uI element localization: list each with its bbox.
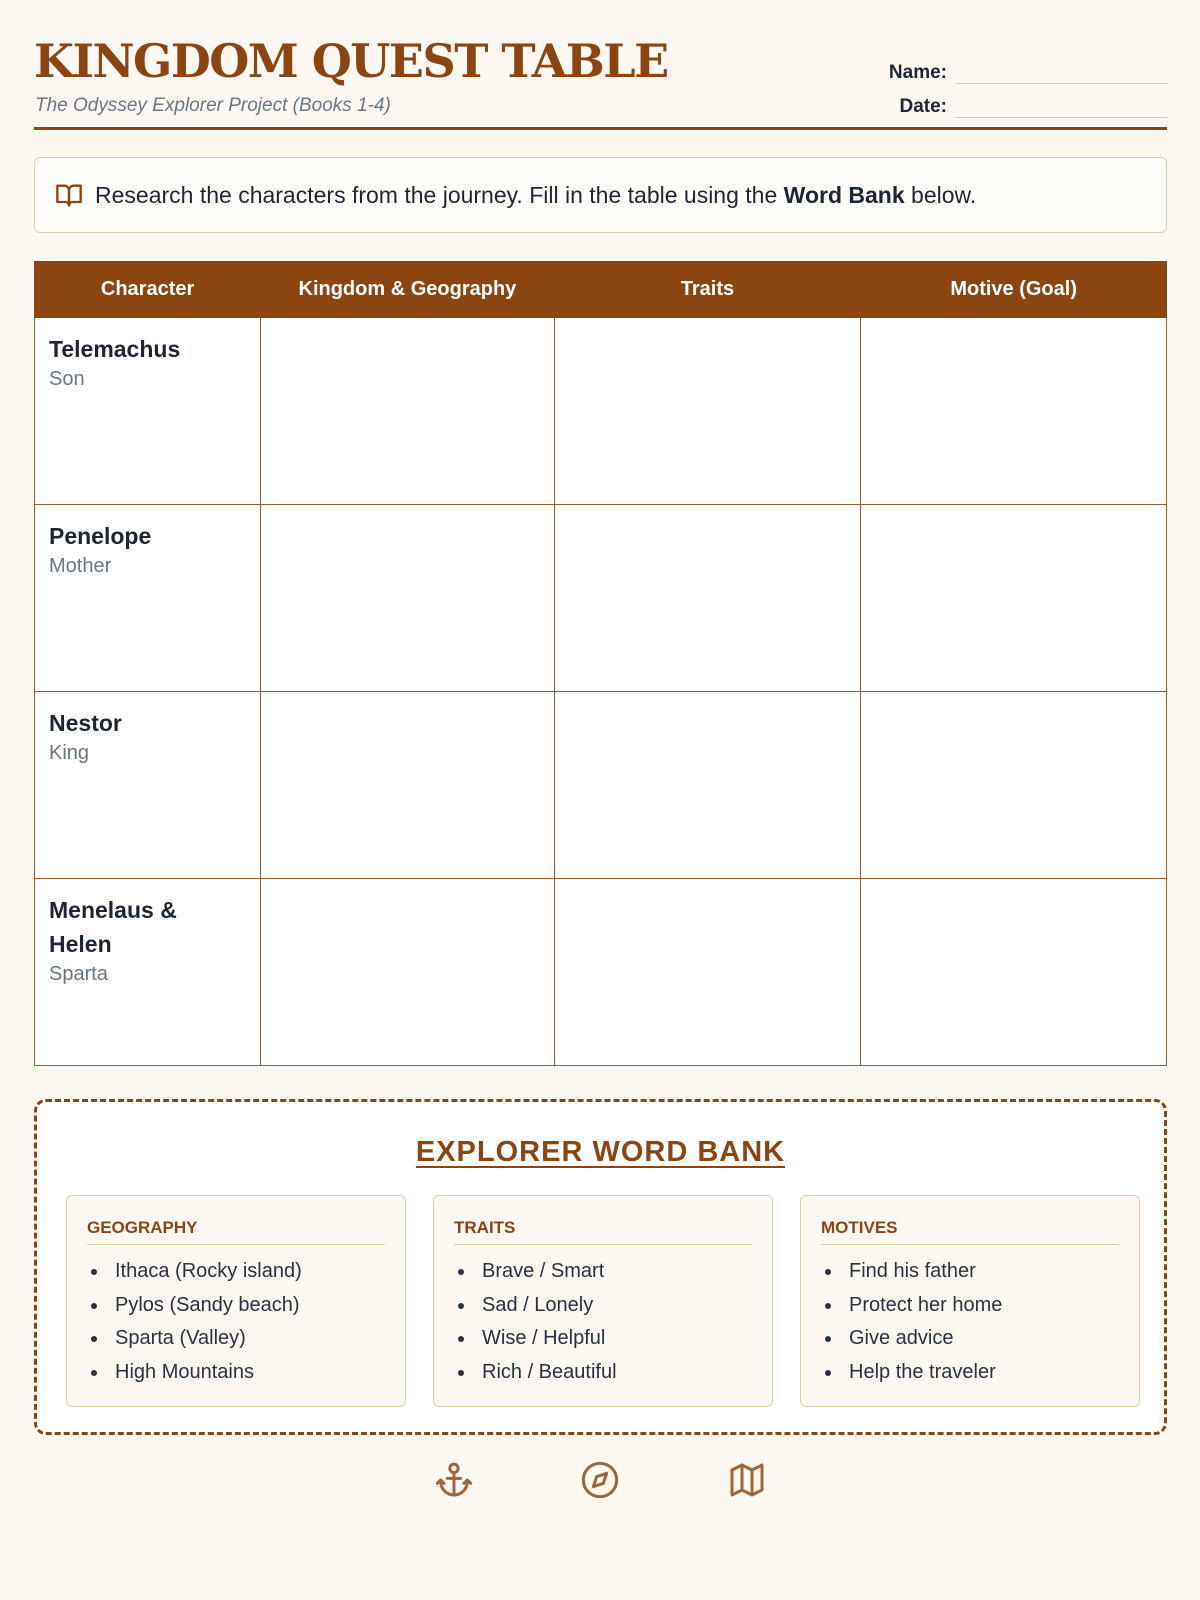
instruction-text-end: below. (904, 181, 977, 208)
word-bank-column-geography (66, 1195, 406, 1407)
word-bank-column-motives (800, 1195, 1140, 1407)
character-cell (35, 318, 261, 505)
character-role: Son (49, 368, 85, 390)
character-role: King (49, 742, 90, 764)
word-bank-heading: TRAITS (454, 1218, 752, 1245)
traits-cell[interactable] (554, 505, 861, 692)
character-name: Telemachus (49, 336, 181, 362)
date-field[interactable] (955, 94, 1167, 118)
list-item: Give advice (821, 1322, 1119, 1356)
header (34, 0, 1167, 130)
motive-cell[interactable] (861, 692, 1167, 879)
table-row (35, 692, 1167, 879)
character-table (34, 261, 1167, 1066)
page-subtitle: The Odyssey Explorer Project (Books 1-4) (35, 95, 391, 116)
traits-cell[interactable] (554, 692, 861, 879)
kingdom-cell[interactable] (261, 879, 554, 1066)
character-role: Sparta (49, 963, 108, 985)
column-header-kingdom-geography: Kingdom & Geography (261, 262, 554, 318)
column-header-traits: Traits (554, 262, 861, 318)
word-bank-list (454, 1255, 752, 1389)
footer-icons (34, 1460, 1167, 1504)
name-field[interactable] (955, 60, 1167, 84)
book-icon (55, 181, 83, 209)
word-bank-heading: MOTIVES (821, 1218, 1119, 1245)
anchor-icon (434, 1460, 474, 1500)
character-name: Menelaus & Helen (49, 897, 177, 957)
table-row (35, 879, 1167, 1066)
character-cell (35, 505, 261, 692)
date-label: Date: (899, 96, 947, 117)
word-bank (34, 1099, 1167, 1435)
word-bank-column-traits (433, 1195, 773, 1407)
list-item: Rich / Beautiful (454, 1356, 752, 1390)
list-item: Ithaca (Rocky island) (87, 1255, 385, 1289)
list-item: Sad / Lonely (454, 1289, 752, 1323)
instruction-box (34, 157, 1167, 233)
table-header-row (35, 262, 1167, 318)
character-name: Penelope (49, 523, 152, 549)
list-item: Sparta (Valley) (87, 1322, 385, 1356)
list-item: Help the traveler (821, 1356, 1119, 1390)
character-role: Mother (49, 555, 112, 577)
list-item: High Mountains (87, 1356, 385, 1390)
date-field-row (899, 94, 1167, 118)
page-title: KINGDOM QUEST TABLE (34, 34, 668, 88)
instruction-text-start: Research the characters from the journey. Fill in the table using the (95, 181, 784, 208)
list-item: Protect her home (821, 1289, 1119, 1323)
compass-icon (580, 1460, 620, 1500)
word-bank-list (821, 1255, 1119, 1389)
motive-cell[interactable] (861, 505, 1167, 692)
motive-cell[interactable] (861, 318, 1167, 505)
map-icon (727, 1460, 767, 1500)
column-header-character: Character (35, 262, 261, 318)
instruction-text (95, 182, 976, 209)
word-bank-title: EXPLORER WORD BANK (415, 1136, 786, 1168)
worksheet-page (34, 0, 1167, 1383)
character-name: Nestor (49, 710, 122, 736)
name-field-row (889, 60, 1167, 84)
character-cell (35, 879, 261, 1066)
table-row (35, 505, 1167, 692)
list-item: Pylos (Sandy beach) (87, 1289, 385, 1323)
list-item: Brave / Smart (454, 1255, 752, 1289)
kingdom-cell[interactable] (261, 318, 554, 505)
column-header-motive: Motive (Goal) (861, 262, 1167, 318)
name-label: Name: (888, 62, 947, 83)
kingdom-cell[interactable] (261, 505, 554, 692)
character-cell (35, 692, 261, 879)
word-bank-heading: GEOGRAPHY (87, 1218, 385, 1245)
traits-cell[interactable] (554, 318, 861, 505)
kingdom-cell[interactable] (261, 692, 554, 879)
word-bank-list (87, 1255, 385, 1389)
table-row (35, 318, 1167, 505)
traits-cell[interactable] (554, 879, 861, 1066)
motive-cell[interactable] (861, 879, 1167, 1066)
list-item: Wise / Helpful (454, 1322, 752, 1356)
list-item: Find his father (821, 1255, 1119, 1289)
instruction-word-bank-emphasis: Word Bank (783, 181, 905, 208)
